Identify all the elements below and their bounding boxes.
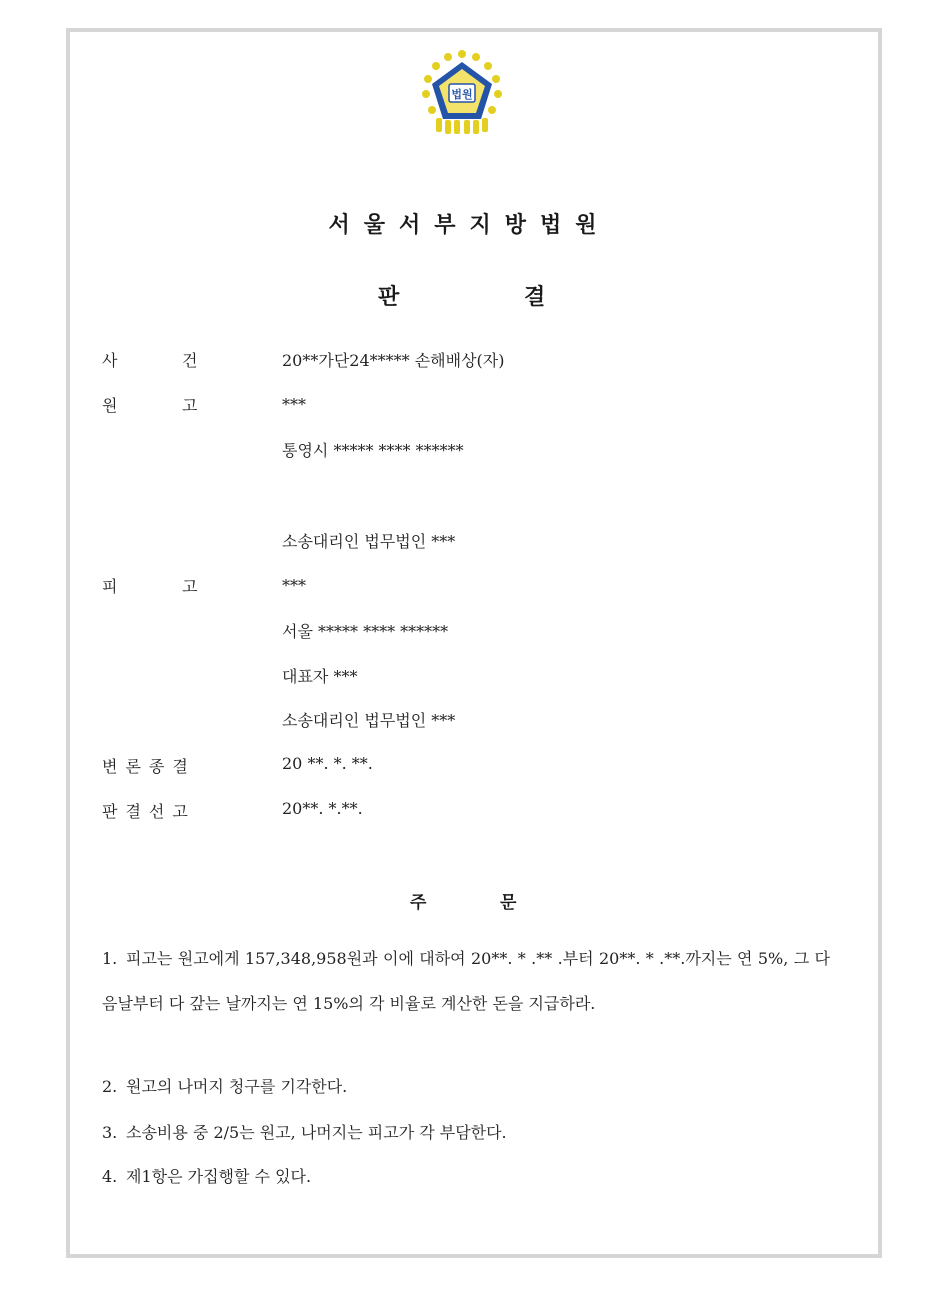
judgment-date: 20**. *.**. — [282, 799, 363, 818]
order-heading-left: 주 — [410, 893, 427, 913]
doc-title-left: 판 — [378, 285, 400, 310]
plaintiff-name: *** — [282, 395, 306, 414]
order-item-text: 제1항은 가집행할 수 있다. — [126, 1167, 312, 1186]
order-item-1 — [102, 936, 830, 1026]
judgment-label: 판결선고 — [102, 802, 196, 821]
order-item-number: 2. — [102, 1077, 118, 1096]
court-emblem — [418, 48, 506, 136]
order-item-text: 원고의 나머지 청구를 기각한다. — [126, 1077, 348, 1096]
order-item-number: 3. — [102, 1123, 118, 1142]
closing-label: 변론종결 — [102, 757, 196, 776]
emblem-text: 법원 — [451, 88, 473, 101]
defendant-representative: 대표자 *** — [282, 667, 358, 686]
plaintiff-label-1: 원 — [102, 396, 118, 415]
order-item-text: 소송비용 중 2/5는 원고, 나머지는 피고가 각 부담한다. — [126, 1123, 507, 1142]
order-item-text: 피고는 원고에게 157,348,958원과 이에 대하여 20**. * .** .부터 20**. * .**.까지는 연 5%, 그 다음날부터 다 갚는 날까지는 연 15%의 각 비율로 계산한 돈을 지급하라. — [102, 949, 830, 1013]
order-item-number: 4. — [102, 1167, 118, 1186]
order-item-number: 1. — [102, 949, 118, 968]
closing-date: 20 **. *. **. — [282, 754, 373, 773]
case-label-1: 사 — [102, 351, 118, 370]
court-name: 서울서부지방법원 — [328, 213, 611, 238]
defendant-address: 서울 ***** **** ****** — [282, 622, 449, 641]
doc-title-right: 결 — [524, 285, 546, 310]
plaintiff-label-2: 고 — [182, 396, 198, 415]
defendant-name: *** — [282, 576, 306, 595]
defendant-attorney: 소송대리인 법무법인 *** — [282, 711, 456, 730]
order-item-3 — [102, 1120, 830, 1143]
order-item-2 — [102, 1074, 830, 1097]
defendant-label-1: 피 — [102, 577, 118, 596]
order-heading-right: 문 — [500, 893, 517, 913]
case-value: 20**가단24***** 손해배상(자) — [282, 351, 505, 370]
case-label-2: 건 — [182, 351, 198, 370]
plaintiff-attorney: 소송대리인 법무법인 *** — [282, 532, 456, 551]
order-item-4 — [102, 1164, 830, 1187]
plaintiff-address: 통영시 ***** **** ****** — [282, 441, 464, 460]
defendant-label-2: 고 — [182, 577, 198, 596]
